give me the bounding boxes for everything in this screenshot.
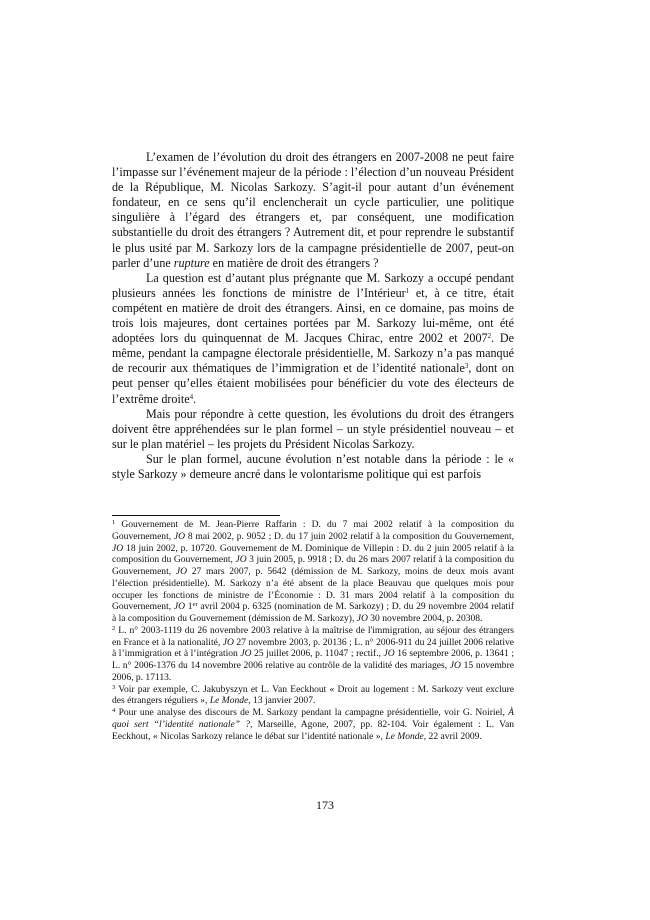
footnotes (112, 519, 514, 742)
footnote-number: 3 (112, 683, 116, 691)
body-text (112, 150, 514, 482)
footnote-4: $^4$ Pour une analyse des discours de M. Sarkozy pendant la campagne présidentielle, voir G. Noiriel, À quoi sert “l’identité nationale” ?, Marseille, Agone, 2007, pp. 82-104. Voir également : L. Van Eeckhout, « Nicolas Sarkozy relance le débat sur l’identité nationale », Le Monde, 22 avril 2009. (112, 707, 514, 742)
footnote-separator (112, 515, 280, 516)
footnote-number: 1 (112, 519, 116, 526)
footnote-ref-3[interactable]: 3 (464, 362, 469, 371)
footnote-ref-4[interactable]: 4 (189, 392, 194, 401)
footnote-number: 4 (112, 707, 116, 714)
emphasis-rupture: rupture (173, 255, 210, 270)
paragraph-4: Sur le plan formel, aucune évolution n’est notable dans la période : le « style Sarkozy » demeure ancré dans le volontarisme politique qui est parfois (112, 451, 514, 481)
paragraph-3: Mais pour répondre à cette question, les évolutions du droit des étrangers doivent être appréhendées sur le plan formel – un style présidentiel nouveau – et sur le plan matériel – les projets du Président Nicolas Sarkozy. (112, 406, 514, 451)
footnote-3: $^3$ Voir par exemple, C. Jakubyszyn et L. Van Eeckhout « Droit au logement : M. Sarkozy veut exclure des étrangers réguliers », Le Monde, 13 janvier 2007. (112, 683, 514, 707)
footnote-ref-2[interactable]: 2 (487, 332, 492, 341)
paragraph-2: La question est d’autant plus prégnante que M. Sarkozy a occupé pendant plusieurs années les fonctions de ministre de l’Intérieur$^1$ et, à ce titre, était compétent en matière de droit des étrangers. Ainsi, en ce domaine, pas moins de trois lois majeures, dont certaines portées par M. Sarkozy lui-même, ont été adoptées lors du quinquennat de M. Jacques Chirac, entre 2002 et 2007$^2$. De même, pendant la campagne électorale présidentielle, M. Sarkozy n’a pas manqué de recourir aux thématiques de l’immigration et de l’identité nationale$^3$, dont on peut penser qu’elles étaient mobilisées pour bénéficier du vote des électeurs de l’extrême droite$^4$. (112, 270, 514, 406)
footnote-1: $^1$ Gouvernement de M. Jean-Pierre Raffarin : D. du 7 mai 2002 relatif à la composition du Gouvernement, JO 8 mai 2002, p. 9052 ; D. du 17 juin 2002 relatif à la composition du Gouvernement, JO 18 juin 2002, p. 10720. Gouvernement de M. Dominique de Villepin : D. du 2 juin 2005 relatif à la composition du Gouvernement, JO 3 juin 2005, p. 9918 ; D. du 26 mars 2007 relatif à la composition du Gouvernement, JO 27 mars 2007, p. 5642 (démission de M. Sarkozy, moins de deux mois avant l’élection présidentielle). M. Sarkozy n’a été absent de la place Beauvau que quelques mois pour occuper les fonctions de ministre de l’Économie : D. 31 mars 2004 relatif à la composition du Gouvernement, JO 1er avril 2004 p. 6325 (nomination de M. Sarkozy) ; D. du 29 novembre 2004 relatif à la composition du Gouvernement (démission de M. Sarkozy), JO 30 novembre 2004, p. 20308. (112, 519, 514, 624)
page-number: 173 (316, 798, 334, 812)
footnote-number: 2 (112, 624, 116, 632)
footnote-ref-1[interactable]: 1 (405, 286, 410, 295)
paragraph-1: L’examen de l’évolution du droit des étrangers en 2007-2008 ne peut faire l’impasse sur l’événement majeur de la période : l’élection d’un nouveau Président de la République, M. Nicolas Sarkozy. S’agit-il pour autant d’un événement fondateur, en ce sens qu’il enclencherait un cycle particulier, une politique singulière à l’égard des étrangers et, par conséquent, une modification substantielle du droit des étrangers ? Autrement dit, et pour reprendre le substantif le plus usité par M. Sarkozy lors de la campagne présidentielle de 2007, peut-on parler d’une rupture en matière de droit des étrangers ? (112, 150, 514, 270)
footnote-2: $^2$ L. n° 2003-1119 du 26 novembre 2003 relative à la maîtrise de l'immigration, au séjour des étrangers en France et à la nationalité, JO 27 novembre 2003, p. 20136 ; L. n° 2006-911 du 24 juillet 2006 relative à l’immigration et à l’intégration JO 25 juillet 2006, p. 11047 ; rectif., JO 16 septembre 2006, p. 13641 ; L. n° 2006-1376 du 14 novembre 2006 relative au contrôle de la validité des mariages, JO 15 novembre 2006, p. 17113. (112, 624, 514, 683)
